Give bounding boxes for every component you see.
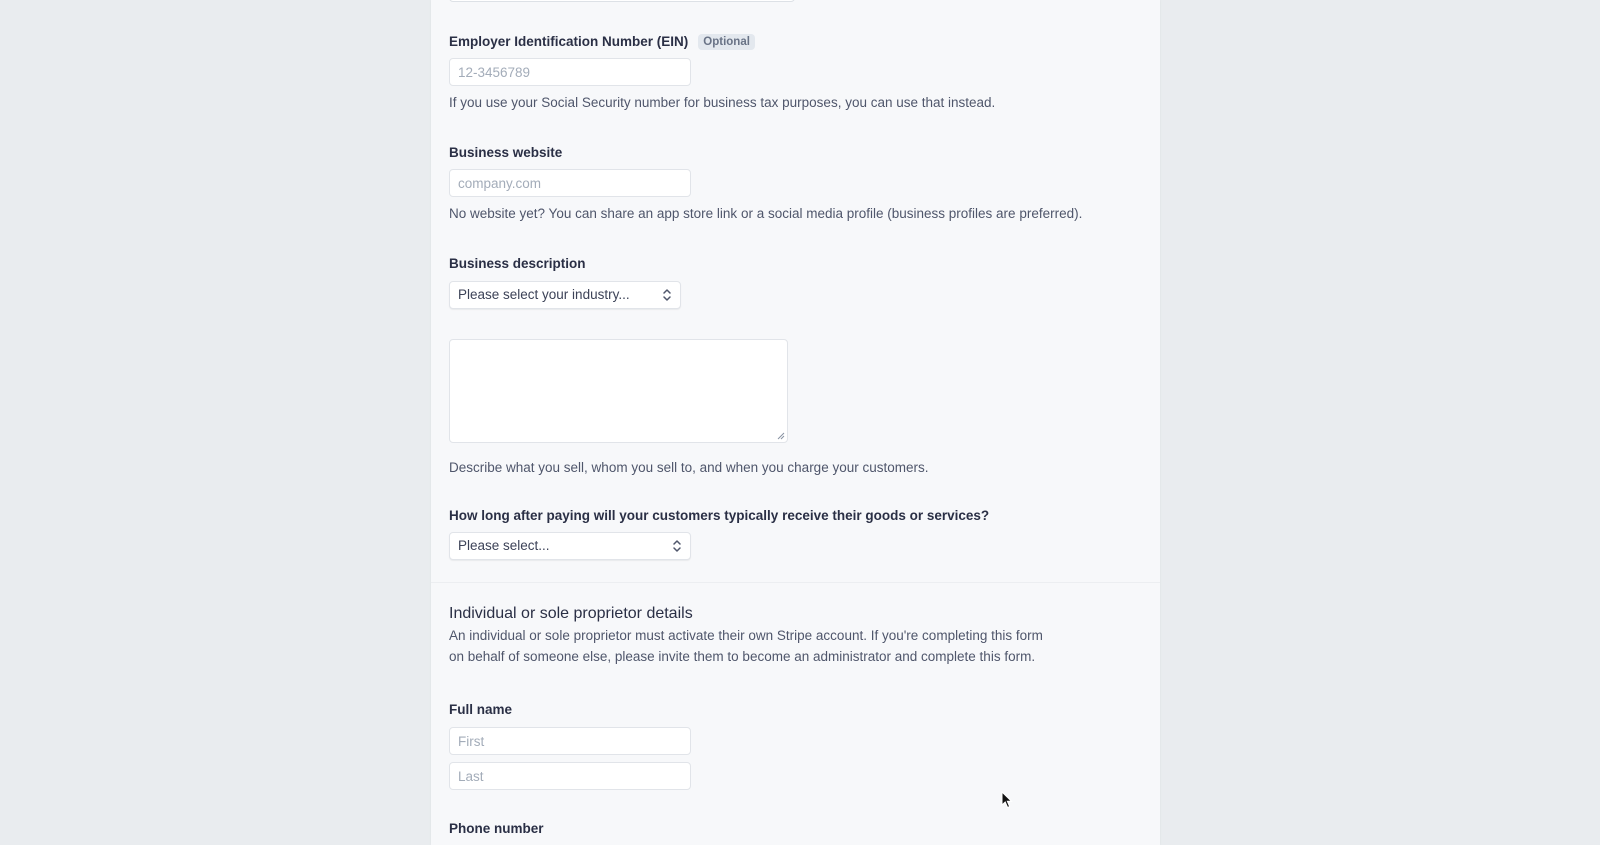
- individual-section-title: Individual or sole proprietor details: [449, 605, 693, 622]
- ein-input[interactable]: [449, 58, 691, 86]
- delivery-time-select-value: Please select...: [458, 538, 550, 553]
- ein-help-text: If you use your Social Security number for business tax purposes, you can use that instead.: [449, 95, 996, 110]
- delivery-time-select[interactable]: [449, 532, 691, 560]
- individual-desc-line-2: on behalf of someone else, please invite them to become an administrator and complete this form.: [449, 649, 1036, 664]
- chevron-up-down-icon: [672, 539, 682, 553]
- industry-select-value: Please select your industry...: [458, 287, 630, 302]
- first-name-input[interactable]: [449, 727, 691, 755]
- section-divider: [431, 582, 1160, 583]
- business-website-label: Business website: [449, 145, 563, 160]
- form-panel: [431, 0, 1160, 845]
- optional-badge: Optional: [698, 34, 755, 50]
- resize-grip-icon[interactable]: [777, 432, 785, 440]
- phone-number-label: Phone number: [449, 821, 544, 836]
- business-description-textarea[interactable]: [449, 339, 788, 443]
- chevron-up-down-icon: [662, 288, 672, 302]
- business-description-label: Business description: [449, 256, 586, 271]
- ein-label-text: Employer Identification Number (EIN): [449, 34, 689, 49]
- last-name-input[interactable]: [449, 762, 691, 790]
- mouse-pointer-icon: [1001, 791, 1013, 809]
- previous-field-input[interactable]: [449, 0, 795, 2]
- business-website-input[interactable]: [449, 169, 691, 197]
- full-name-label: Full name: [449, 702, 513, 717]
- industry-select[interactable]: [449, 281, 681, 309]
- delivery-time-label: How long after paying will your customers typically receive their goods or services?: [449, 508, 990, 523]
- individual-section-description: [449, 625, 1089, 667]
- individual-desc-line-1: An individual or sole proprietor must activate their own Stripe account. If you're completing this form: [449, 628, 1043, 643]
- business-description-help-text: Describe what you sell, whom you sell to, and when you charge your customers.: [449, 460, 929, 475]
- business-website-help-text: No website yet? You can share an app store link or a social media profile (business profiles are preferred).: [449, 206, 1083, 221]
- ein-label: [449, 34, 755, 50]
